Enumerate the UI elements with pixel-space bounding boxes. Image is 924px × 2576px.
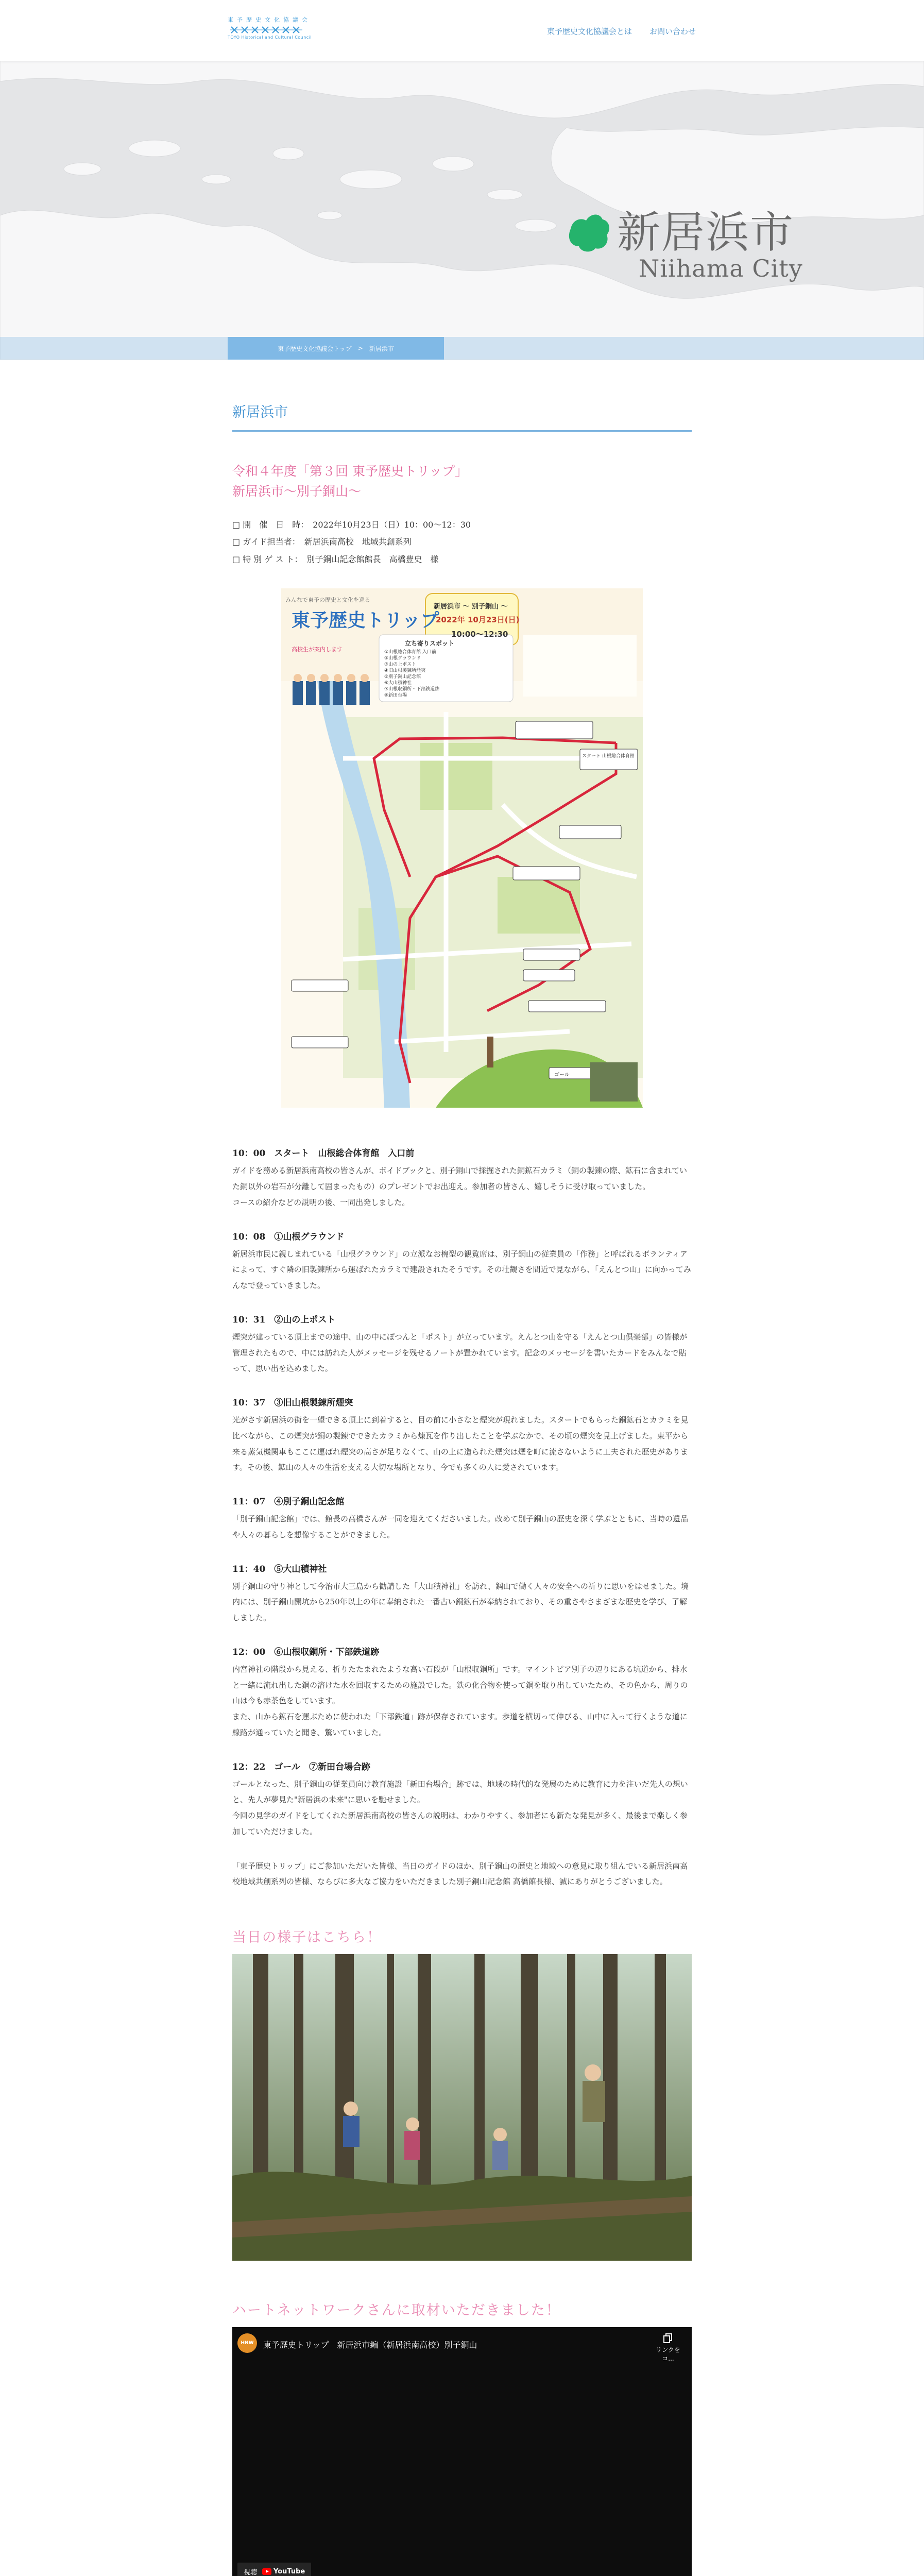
event-guide-row: □ ガイド担当者： 新居浜南高校 地域共創系列 — [232, 537, 412, 547]
event-guest-row: □ 特 別 ゲ ス ト： 別子銅山記念館館長 高橋豊史 様 — [232, 554, 439, 564]
copy-icon — [663, 2333, 673, 2344]
schedule-heading: 10：00 スタート 山根総合体育館 入口前 — [232, 1148, 415, 1159]
flyer-spot-item: ③山の上ポスト — [384, 662, 417, 668]
event-info-list — [232, 516, 692, 568]
event-title-line-1: 令和４年度「第３回 東予歴史トリップ」 — [232, 464, 468, 479]
watch-on-label: 視聴 — [244, 2569, 258, 2576]
section-divider — [232, 430, 692, 432]
city-name-jp: 新居浜市 — [617, 207, 795, 258]
youtube-wordmark: YouTube — [273, 2568, 305, 2576]
schedule-heading: 10：08 ①山根グラウンド — [232, 1231, 345, 1242]
event-title-line-2: 新居浜市〜別子銅山〜 — [232, 483, 362, 499]
schedule-heading: 10：37 ③旧山根製錬所煙突 — [232, 1398, 353, 1409]
schedule-text: ゴールとなった、別子銅山の従業員向け教育施設「新田台場合」跡では、地域の時代的な発展のために教育に力を注いだ先人の想いと、先人が夢見た"新居浜の未来"に思いを馳せました。 今回の見学のガイドをしてくれた新居浜南高校の皆さんの説明は、わかりやすく、参加者にも新たな発見が多く、最後まで楽しく参加していただけました。 — [232, 1779, 688, 1836]
hero-banner — [0, 61, 924, 360]
flyer-date: 2022年 10月23日(日) — [436, 615, 520, 625]
flyer-spot-title: 立ち寄りスポット — [405, 640, 455, 648]
schedule-item — [232, 1146, 692, 1210]
youtube-play-icon — [262, 2568, 271, 2575]
video-heading: ハートネットワークさんに取材いただきました！ — [232, 2302, 561, 2319]
city-name-en: Niihama City — [639, 255, 803, 282]
breadcrumb-separator: > — [357, 345, 363, 352]
breadcrumb-home[interactable]: 東予歴史文化協議会トップ — [278, 345, 352, 352]
event-title — [232, 462, 692, 502]
flyer-start-label: スタート 山根総合体育館 — [582, 754, 635, 759]
breadcrumb-current: 新居浜市 — [369, 345, 394, 352]
copy-link-label: リンクをコ... — [656, 2346, 680, 2363]
hero-strip — [0, 337, 924, 360]
photo-heading: 当日の様子はこちら！ — [232, 1929, 382, 1946]
schedule-text: 内宮神社の階段から見える、折りたたまれたような高い石段が「山根収銅所」です。マイントピア別子の辺りにある坑道から、排水と一緒に流れ出した銅の溶けた水を回収するための施設でした。鉄の化合物を使って銅を取り出していたため、その色から、周りの山は今も赤茶色をしています。 また、山から鉱石を運ぶために使われた「下部鉄道」跡が保存されています。歩道を横切って伸びる、山中に入って行くような道に線路が通っていたと聞き、驚いていました。 — [232, 1664, 688, 1737]
closing-message: 「東予歴史トリップ」にご参加いただいた皆様、当日のガイドのほか、別子銅山の歴史と地域への意見に取り組んでいる新居浜南高校地域共創系列の皆様、ならびに多大なご協力をいただきました別子銅山記念館 高橋館長様、誠にありがとうございました。 — [232, 1861, 688, 1887]
schedule-item — [232, 1759, 692, 1840]
site-logo[interactable] — [228, 15, 312, 40]
flyer-spot-item: ⑧新田台場 — [384, 693, 407, 699]
flyer-note: 高校生が案内します — [292, 646, 343, 653]
schedule-list — [232, 1146, 692, 1890]
schedule-item — [232, 1562, 692, 1626]
schedule-text: ガイドを務める新居浜南高校の皆さんが、ボイドブックと、別子銅山で採掘された銅鉱石カラミ（銅の製錬の際、鉱石に含まれていた銅以外の岩石が分離して固まったもの）のプレゼントでお出迎え。参加者の皆さん、嬉しそうに受け取っていました。 コースの紹介などの説明の後、一同出発しました。 — [232, 1166, 688, 1207]
nav-about[interactable]: 東予歴史文化協議会とは — [547, 27, 632, 36]
main-nav — [547, 26, 696, 37]
watch-on-youtube-button[interactable] — [237, 2563, 311, 2576]
main-content — [232, 401, 692, 2576]
schedule-text: 煙突が建っている頂上までの途中、山の中にぽつんと「ポスト」が立っています。えんとつ山を守る「えんとつ山倶楽部」の皆様が管理されたもので、中には訪れた人がメッセージを残せるノートが置かれています。記念のメッセージを書いたカードをみんなで貼って、思い出を込めました。 — [232, 1332, 688, 1374]
flyer-spot-item: ②山根グラウンド — [384, 656, 421, 662]
flyer-time: 10:00〜12:30 — [451, 630, 508, 639]
flyer-spot-item: ④旧山根製錬所煙突 — [384, 668, 426, 674]
flyer-goal-label: ゴール — [554, 1072, 570, 1078]
flyer-spot-list — [384, 649, 508, 699]
youtube-embed[interactable] — [232, 2327, 692, 2576]
flyer-spot-item: ⑦山根収銅所・下部鉄道跡 — [384, 687, 440, 692]
schedule-heading: 12：00 ⑥山根収銅所・下部鉄道跡 — [232, 1647, 380, 1657]
schedule-item — [232, 1312, 692, 1377]
schedule-text: 新居浜市民に親しまれている「山根グラウンド」の立派なお椀型の観覧席は、別子銅山の従業員の「作務」と呼ばれるボランティアによって、すぐ隣の旧製錬所から運ばれたカラミで建設されたそうです。その壮観さを間近で見ながら、「えんとつ山」に向かってみんなで登っていきました。 — [232, 1249, 691, 1291]
nav-contact[interactable]: お問い合わせ — [649, 27, 696, 36]
event-date-row: □ 開 催 日 時： 2022年10月23日（日）10：00〜12：30 — [232, 519, 471, 530]
schedule-item — [232, 1229, 692, 1294]
schedule-item — [232, 1494, 692, 1543]
flyer-place: 新居浜市 〜 別子銅山 〜 — [434, 603, 508, 611]
event-photo — [232, 1954, 692, 2261]
breadcrumb — [228, 337, 444, 360]
flyer-spot-item: ⑤別子銅山記念館 — [384, 674, 421, 680]
schedule-text: 「別子銅山記念館」では、館長の高橋さんが一同を迎えてくださいました。改めて別子銅山の歴史を深く学ぶとともに、当時の遺品や人々の暮らしを想像することができました。 — [232, 1514, 689, 1539]
flyer-spot-item: ⑥大山積神社 — [384, 681, 412, 686]
schedule-heading: 10：31 ②山の上ポスト — [232, 1314, 336, 1325]
logo-text: 東予歴史文化協議会 — [228, 16, 311, 23]
site-header — [0, 0, 924, 61]
schedule-heading: 12：22 ゴール ⑦新田台場合跡 — [232, 1761, 370, 1772]
flyer-bubble-top: みんなで東予の歴史と文化を巡る — [285, 597, 370, 604]
channel-avatar[interactable]: HNW — [237, 2333, 257, 2353]
schedule-heading: 11：07 ④別子銅山記念館 — [232, 1497, 345, 1507]
schedule-text: 光がさす新居浜の街を一望できる頂上に到着すると、目の前に小さなと煙突が現れました。スタートでもらった銅鉱石とカラミを見比べながら、この煙突が銅の製錬でできたカラミから煉瓦を作り出したことを学ぶなかで、その頃の煙突を見上げました。東平から来る蒸気機関車もここに運ばれ煙突の高さが足りなくて、山の上に造られた煙突は煙を町に流さないように工夫された歴史があります。その後、鉱山の人々の生活を支える大切な場所となり、今でも多くの人に愛されています。 — [232, 1415, 689, 1472]
copy-link-button[interactable] — [652, 2333, 685, 2363]
event-flyer — [281, 588, 643, 1108]
youtube-logo — [262, 2568, 305, 2575]
schedule-item — [232, 1645, 692, 1741]
section-title: 新居浜市 — [232, 404, 288, 420]
schedule-item — [232, 1395, 692, 1476]
video-title[interactable]: 東予歴史トリップ 新居浜市編（新居浜南高校）別子銅山 — [263, 2340, 477, 2350]
niihama-city-icon — [566, 208, 613, 255]
schedule-heading: 11：40 ⑤大山積神社 — [232, 1564, 327, 1574]
logo-english-text: TOYO Historical and Cultural Council — [228, 35, 312, 40]
flyer-spot-item: ①山根総合体育館 入口前 — [384, 650, 436, 655]
schedule-text: 別子銅山の守り神として今治市大三島から勧請した「大山積神社」を訪れ、鋼山で働く人々の安全への祈りに思いをはせました。境内には、別子銅山開坑から250年以上の年に奉納された一番古い銅鉱石が奉納されており、その重さやさまざまな歴史を学び、了解しました。 — [232, 1581, 689, 1623]
logo-mark-icon — [230, 26, 302, 34]
flyer-heading: 東予歴史トリップ — [292, 610, 439, 632]
forest-photo-image — [232, 1954, 692, 2261]
